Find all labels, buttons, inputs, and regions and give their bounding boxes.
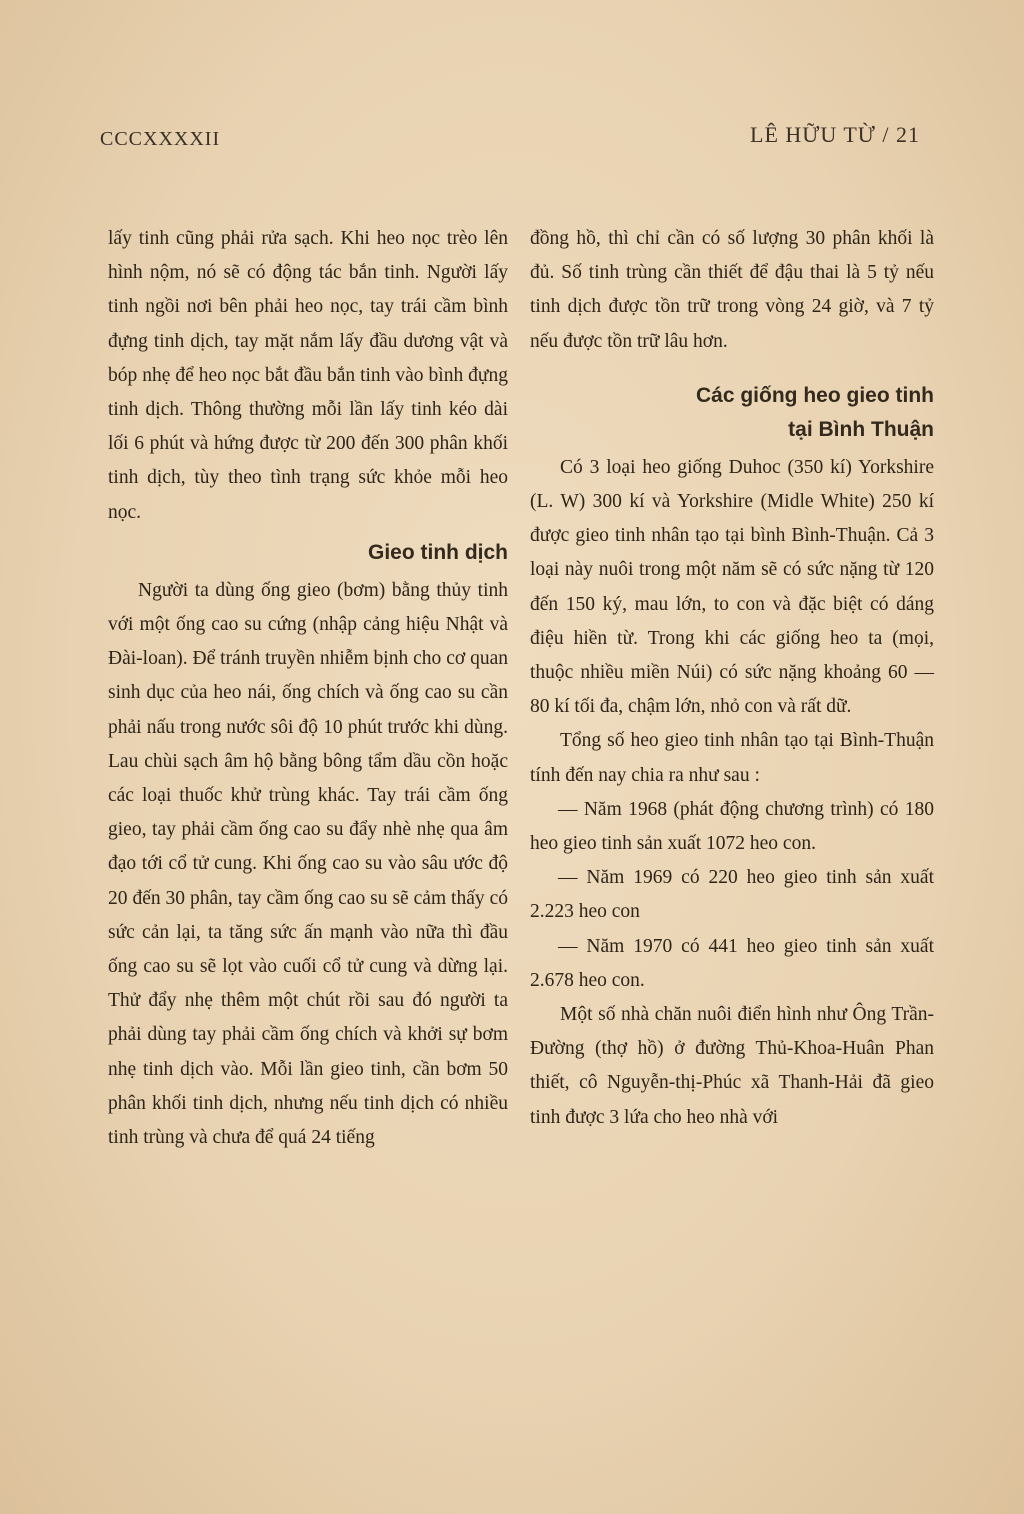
list-item-1969: — Năm 1969 có 220 heo gieo tinh sản xuất 2.223 heo con	[530, 867, 934, 923]
page-header-left: CCCXXXXII	[100, 128, 221, 150]
right-paragraph-4: Một số nhà chăn nuôi điển hình như Ông Trần-Đường (thợ hồ) ở đường Thủ-Khoa-Huân Phan thiết, cô Nguyễn-thị-Phúc xã Thanh-Hải đã gieo tinh được 3 lứa cho heo nhà với	[530, 1004, 934, 1128]
list-item-1970: — Năm 1970 có 441 heo gieo tinh sản xuất 2.678 heo con.	[530, 935, 934, 991]
list-item-1968: — Năm 1968 (phát động chương trình) có 180 heo gieo tinh sản xuất 1072 heo con.	[530, 798, 934, 855]
spacer	[530, 359, 934, 373]
right-paragraph-1: đồng hồ, thì chỉ cần có số lượng 30 phân khối là đủ. Số tinh trùng cần thiết để đậu thai là 5 tỷ nếu tinh dịch được tồn trữ trong vòng 24 giờ, và 7 tỷ nếu được tồn trữ lâu hơn.	[530, 228, 934, 352]
section-heading-line-1: Các giống heo gieo tinh	[696, 383, 934, 407]
page-header-right: LÊ HỮU TỪ / 21	[750, 122, 920, 147]
left-paragraph-2: Người ta dùng ống gieo (bơm) bằng thủy tinh với một ống cao su cứng (nhập cảng hiệu Nhật và Đài-loan). Để tránh truyền nhiễm bịnh cho cơ quan sinh dục của heo nái, ống chích và ống cao su cần phải nấu trong nước sôi độ 10 phút trước khi dùng. Lau chùi sạch âm hộ bằng bông tẩm dầu cồn hoặc các loại thuốc khử trùng khác. Tay trái cầm ống gieo, tay phải cầm ống cao su đẩy nhè nhẹ qua âm đạo tới cổ tử cung. Khi ống cao su vào sâu ước độ 20 đến 30 phân, tay cầm ống cao su sẽ cảm thấy có sức cản lại, ta tăng sức ấn mạnh vào nữa thì đầu ống cao su sẽ lọt vào cuối cổ tử cung và dừng lại. Thử đẩy nhẹ thêm một chút rồi sau đó người ta phải dùng tay phải cầm ống chích và khởi sự bơm nhẹ tinh dịch vào. Mỗi lần gieo tinh, cần bơm 50 phân khối tinh dịch, nhưng nếu tinh dịch có nhiều tinh trùng và chưa để quá 24 tiếng	[108, 579, 508, 1149]
right-paragraph-2: Có 3 loại heo giống Duhoc (350 kí) Yorkshire (L. W) 300 kí và Yorkshire (Midle White) 250 kí được gieo tinh nhân tạo tại bình Bình-Thuận. Cả 3 loại này nuôi trong một năm sẽ có sức nặng từ 120 đến 150 ký, mau lớn, to con và đặc biệt có dáng điệu hiền từ. Trong khi các giống heo ta (mọi, thuộc nhiều miền Núi) có sức nặng khoảng 60 — 80 kí tối đa, chậm lớn, nhỏ con và rất dữ.	[530, 456, 934, 718]
right-column	[530, 222, 934, 1135]
section-heading-gieo-tinh-dich: Gieo tinh dịch	[368, 540, 508, 564]
section-heading-line-2: tại Bình Thuận	[788, 417, 934, 441]
left-column	[108, 222, 508, 1155]
section-heading-cac-giong-heo	[530, 379, 934, 447]
right-paragraph-3: Tổng số heo gieo tinh nhân tạo tại Bình-Thuận tính đến nay chia ra như sau :	[530, 730, 934, 786]
left-paragraph-1: lấy tinh cũng phải rửa sạch. Khi heo nọc trèo lên hình nộm, nó sẽ có động tác bắn tinh. Người lấy tinh ngồi nơi bên phải heo nọc, tay trái cầm bình đựng tinh dịch, tay mặt nắm lấy đầu dương vật và bóp nhẹ để heo nọc bắt đầu bắn tinh vào bình đựng tinh dịch. Thông thường mỗi lần lấy tinh kéo dài lối 6 phút và hứng được từ 200 đến 300 phân khối tinh dịch, tùy theo tình trạng sức khỏe mỗi heo nọc.	[108, 228, 508, 523]
